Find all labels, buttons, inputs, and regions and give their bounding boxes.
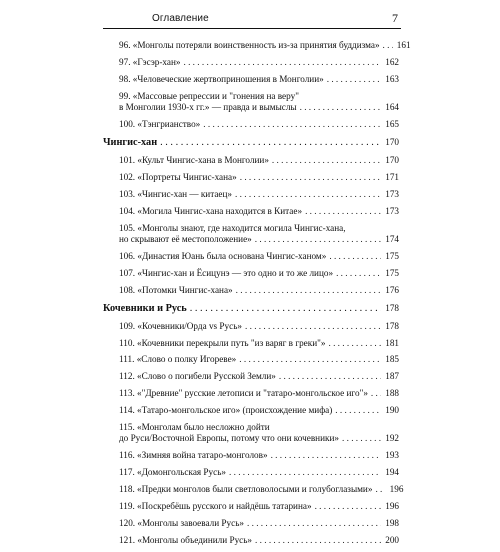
- dot-leader: [271, 450, 381, 461]
- toc-entry-page: 173: [385, 188, 399, 199]
- toc-entry[interactable]: [103, 206, 399, 217]
- toc-entry-text: до Руси/Восточной Европы, потому что они кочевники»: [119, 433, 339, 444]
- toc-block-2: [103, 155, 399, 296]
- toc-entry-page: 161: [396, 40, 411, 50]
- dot-leader: [327, 74, 381, 85]
- toc-entry[interactable]: [103, 40, 411, 51]
- toc-entry-text: 110. «Кочевники перекрыли путь "из варяг в греки"»: [119, 337, 326, 348]
- section-heading-nomads-and-rus: [103, 302, 399, 315]
- dot-leader: [236, 285, 381, 296]
- toc-entry[interactable]: [103, 321, 399, 332]
- toc-entry[interactable]: [103, 57, 399, 68]
- dot-leader: [235, 189, 381, 200]
- dot-leader: [329, 251, 381, 262]
- toc-entry-page: 192: [385, 433, 399, 444]
- dot-leader: [255, 535, 381, 546]
- toc-entry[interactable]: [103, 91, 399, 114]
- dot-leader: [279, 371, 381, 382]
- toc-entry-page: 193: [385, 450, 399, 461]
- section-page: 178: [385, 302, 399, 313]
- toc-entry-page: 187: [385, 371, 399, 382]
- toc-entry-page: 188: [385, 388, 399, 399]
- toc-entry-page: 163: [385, 73, 399, 84]
- toc-entry-text: 96. «Монголы потеряли воинственность из-за принятия буддизма»: [119, 40, 380, 50]
- dot-leader: [335, 405, 381, 416]
- toc-entry[interactable]: [103, 285, 399, 296]
- toc-entry-text: 98. «Человеческие жертвоприношения в Монголии»: [119, 73, 324, 84]
- toc-entry-page: 165: [385, 119, 399, 130]
- toc-entry[interactable]: [103, 467, 399, 478]
- toc-entry-page: 162: [385, 56, 399, 67]
- toc-entry-page: 194: [385, 467, 399, 478]
- toc-entry-text: 99. «Массовые репрессии и "гонения на веру": [119, 90, 299, 101]
- dot-leader: [247, 518, 381, 529]
- dot-leader: [342, 433, 381, 444]
- toc-entry[interactable]: [103, 338, 399, 349]
- toc-entry-page: 174: [385, 233, 399, 244]
- toc-entry-text: 100. «Тэнгрианство»: [119, 119, 201, 130]
- toc-entry-text: 111. «Слово о полку Игореве»: [119, 354, 237, 365]
- toc-entry-text: 106. «Династия Юань была основана Чингис-ханом»: [119, 250, 327, 261]
- dot-leader: [239, 354, 381, 365]
- toc-entry-text: 101. «Культ Чингис-хана в Монголии»: [119, 154, 269, 165]
- dot-leader: [245, 321, 381, 332]
- dot-leader: [336, 268, 381, 279]
- toc-entry-page: 164: [385, 102, 399, 113]
- dot-leader: [255, 234, 381, 245]
- toc-entry-text: 102. «Портреты Чингис-хана»: [119, 171, 237, 182]
- dot-leader: [383, 40, 393, 51]
- toc-entry-text: 105. «Монголы знают, где находится могила Чингис-хана,: [119, 222, 346, 233]
- toc-entry-text: 112. «Слово о погибели Русской Земли»: [119, 371, 276, 382]
- toc-entry-text: 120. «Монголы завоевали Русь»: [119, 517, 244, 528]
- toc-entry-text: 117. «Домонгольская Русь»: [119, 467, 226, 478]
- toc-entry-page: 173: [385, 205, 399, 216]
- dot-leader: [371, 388, 381, 399]
- toc-entry[interactable]: [103, 450, 399, 461]
- toc-entry-text: 109. «Кочевники/Орда vs Русь»: [119, 320, 242, 331]
- toc-entry-page: 190: [385, 405, 399, 416]
- toc-entry[interactable]: [103, 422, 399, 445]
- toc-entry-page: 196: [385, 501, 399, 512]
- section-heading-chingis-khan: [103, 136, 399, 149]
- dot-leader: [183, 57, 381, 68]
- toc-entry-page: 175: [385, 250, 399, 261]
- dot-leader: [305, 206, 381, 217]
- toc-entry[interactable]: [103, 74, 399, 85]
- dot-leader: [190, 303, 381, 315]
- toc-entry[interactable]: [103, 155, 399, 166]
- table-of-contents: [103, 40, 411, 552]
- toc-entry-page: 196: [389, 484, 404, 495]
- toc-entry-page: 200: [385, 534, 399, 545]
- dot-leader: [203, 119, 381, 130]
- toc-entry[interactable]: [103, 535, 399, 546]
- section-page: 170: [385, 136, 399, 147]
- toc-block-3: [103, 320, 404, 547]
- header-title: Оглавление: [152, 13, 209, 24]
- toc-entry-page: 170: [385, 154, 399, 165]
- toc-entry[interactable]: [103, 371, 399, 382]
- toc-entry-text: 114. «Татаро-монгольское иго» (происхождение мифа): [119, 405, 333, 416]
- toc-entry-page: 171: [385, 171, 399, 182]
- toc-entry-text: 118. «Предки монголов были светловолосыми и голубоглазыми»: [119, 484, 373, 495]
- toc-entry-text: 113. «"Древние" русские летописи и "татаро-монгольское иго"»: [119, 388, 368, 399]
- toc-entry[interactable]: [103, 172, 399, 183]
- dot-leader: [328, 338, 381, 349]
- dot-leader: [240, 172, 381, 183]
- dot-leader: [160, 137, 381, 149]
- header-page-number: 7: [392, 11, 398, 25]
- toc-entry[interactable]: [103, 251, 399, 262]
- toc-block-1: [103, 40, 411, 130]
- toc-entry-text: 103. «Чингис-хан — китаец»: [119, 188, 233, 199]
- toc-entry[interactable]: [103, 518, 399, 529]
- toc-entry-page: 198: [385, 517, 399, 528]
- toc-entry[interactable]: [103, 388, 399, 399]
- dot-leader: [315, 501, 381, 512]
- toc-entry-page: 181: [385, 337, 399, 348]
- toc-entry-text: 97. «Гэсэр-хан»: [119, 56, 181, 67]
- toc-entry-page: 178: [385, 320, 399, 331]
- toc-entry[interactable]: [103, 268, 399, 279]
- toc-entry-text: 116. «Зимняя война татаро-монголов»: [119, 450, 268, 461]
- toc-entry-page: 185: [385, 354, 399, 365]
- toc-entry[interactable]: [103, 484, 404, 495]
- toc-entry[interactable]: [103, 405, 399, 416]
- section-title: Кочевники и Русь: [103, 302, 187, 314]
- section-title: Чингис-хан: [103, 136, 158, 148]
- toc-entry-text: 121. «Монголы объединили Русь»: [119, 534, 253, 545]
- dot-leader: [300, 102, 381, 113]
- toc-entry[interactable]: [103, 223, 399, 246]
- toc-entry-text: но скрывают её местоположение»: [119, 233, 252, 244]
- toc-entry-text: 107. «Чингис-хан и Ёсицунэ — это одно и то же лицо»: [119, 267, 334, 278]
- toc-entry[interactable]: [103, 119, 399, 130]
- dot-leader: [229, 467, 381, 478]
- toc-entry-text: в Монголии 1930-х гг.» — правда и вымыслы: [119, 102, 297, 113]
- toc-entry-page: 176: [385, 284, 399, 295]
- toc-entry-text: 119. «Поскребёшь русского и найдёшь татарина»: [119, 501, 312, 512]
- toc-entry[interactable]: [103, 501, 399, 512]
- toc-entry-text: 104. «Могила Чингис-хана находится в Китае»: [119, 205, 303, 216]
- toc-entry-text: 108. «Потомки Чингис-хана»: [119, 284, 233, 295]
- dot-leader: [375, 484, 385, 495]
- running-header: [103, 4, 401, 29]
- dot-leader: [272, 155, 381, 166]
- toc-entry[interactable]: [103, 189, 399, 200]
- toc-entry[interactable]: [103, 354, 399, 365]
- toc-entry-page: 175: [385, 267, 399, 278]
- toc-entry-text: 115. «Монголам было несложно дойти: [119, 422, 270, 433]
